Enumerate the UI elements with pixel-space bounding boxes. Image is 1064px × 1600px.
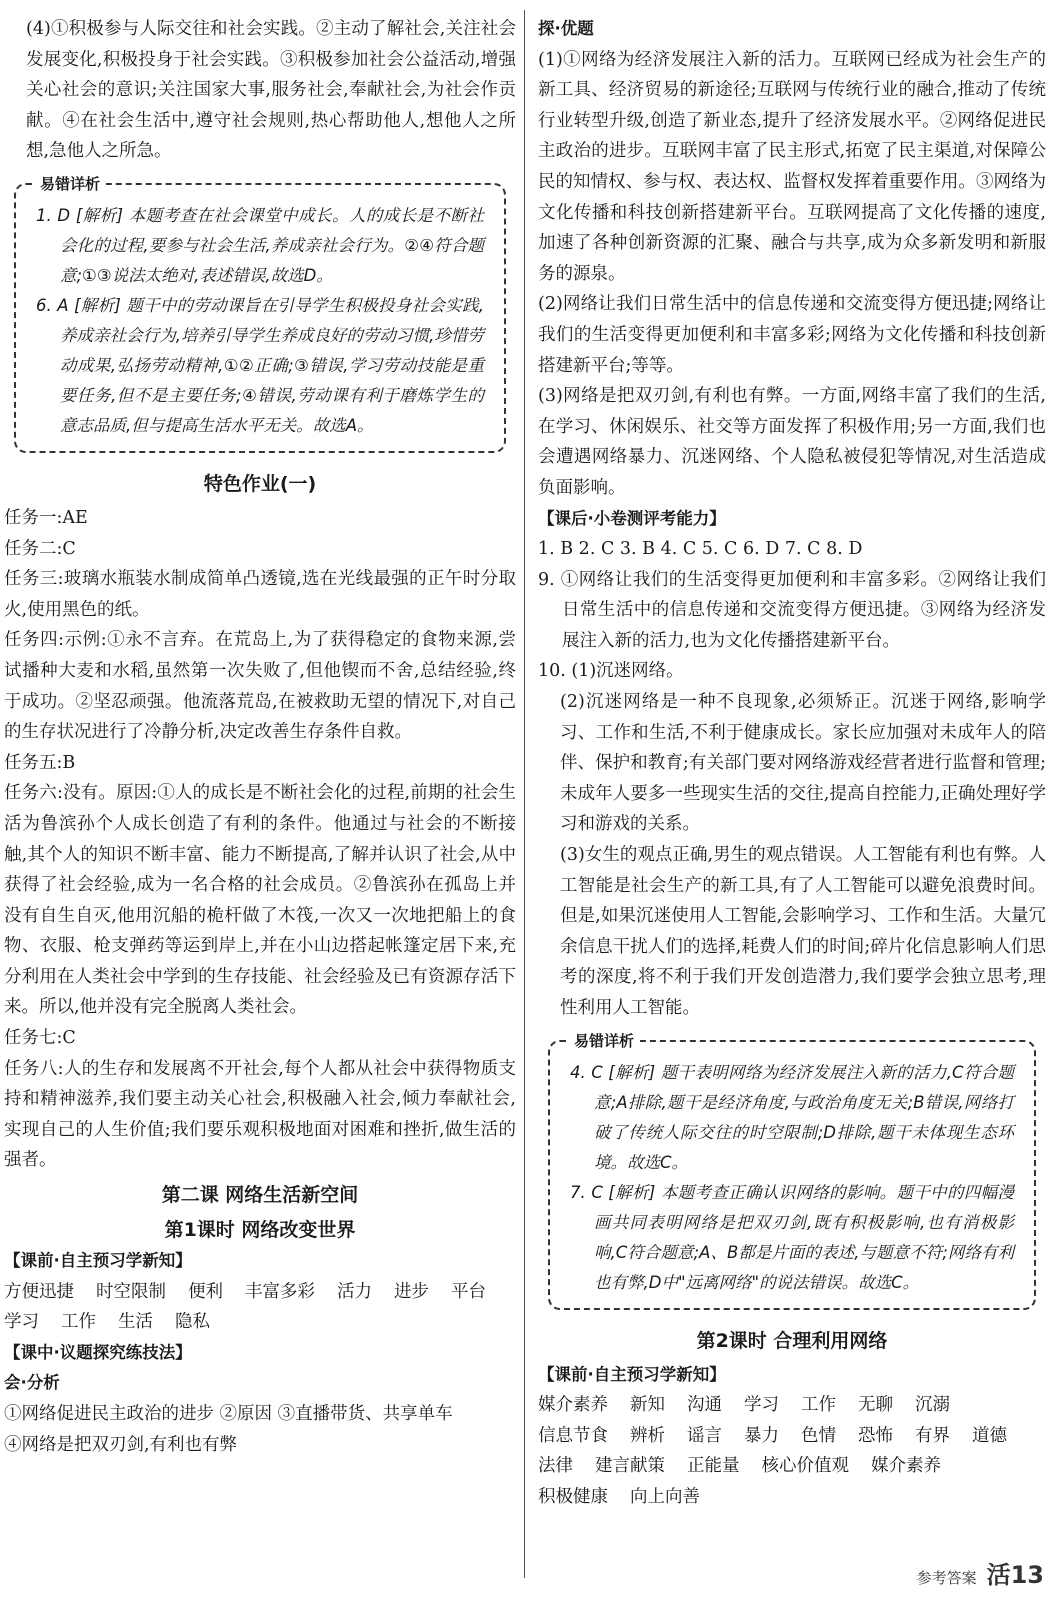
keyword: 谣言: [687, 1425, 722, 1446]
error-analysis-box: [14, 174, 506, 453]
keyword: 媒介素养: [538, 1395, 608, 1416]
keyword: 学习: [4, 1312, 39, 1333]
question-9: 9. ①网络让我们的生活变得更加便利和丰富多彩。②网络让我们日常生活中的信息传递和交流变得方便迅捷。③网络为经济发展注入新的活力,也为文化传播搭建新平台。: [538, 569, 1046, 651]
keyword: 核心价值观: [761, 1456, 849, 1477]
task-item: 任务五:B: [4, 752, 76, 773]
section-heading: 特色作业(一): [203, 472, 317, 495]
sub-label: 探·优题: [538, 19, 594, 38]
column-divider: [524, 10, 525, 1578]
keyword: 正能量: [687, 1456, 740, 1477]
keyword: 生活: [118, 1312, 153, 1333]
keyword: 进步: [394, 1281, 429, 1302]
task-item: 任务七:C: [4, 1028, 76, 1049]
right-column: [538, 14, 1046, 1513]
keyword: 积极健康: [538, 1486, 608, 1507]
left-column: [4, 14, 516, 1460]
answer-paragraph: (1)①网络为经济发展注入新的活力。互联网已经成为社会生产的新工具、经济贸易的新途径;互联网与传统行业的融合,推动了传统行业转型升级,创造了新业态,提升了经济发展水平。②网络促进民主政治的进步。互联网丰富了民主形式,拓宽了民主渠道,对保障公民的知情权、参与权、表达权、监督权发挥着重要作用。③网络为文化传播和科技创新搭建新平台。互联网提高了文化传播的速度,加速了各种创新资源的汇聚、融合与共享,成为众多新发明和新服务的源泉。: [538, 49, 1046, 284]
keyword: 恐怖: [858, 1425, 893, 1446]
task-item: 任务二:C: [4, 538, 76, 559]
keyword: 有界: [915, 1425, 950, 1446]
keyword: 沉溺: [915, 1395, 950, 1416]
task-item: 任务三:玻璃水瓶装水制成简单凸透镜,选在光线最强的正午时分取火,使用黑色的纸。: [4, 569, 516, 620]
task-item: 任务四:示例:①永不言弃。在荒岛上,为了获得稳定的食物来源,尝试播种大麦和水稻,虽然第一次失败了,但他锲而不舍,总结经验,终于成功。②坚忍顽强。他流落荒岛,在被救助无望的情况下,对自己的生存状况进行了冷静分析,决定改善生存条件自救。: [4, 630, 516, 743]
keyword: 新知: [630, 1395, 665, 1416]
keyword: 建言献策: [595, 1456, 665, 1477]
box-item: 7. C [解析] 本题考查正确认识网络的影响。题干中的四幅漫画共同表明网络是把双刃剑,既有积极影响,也有消极影响,C符合题意;A、B都是片面的表述,与题意不符;网络有利也有弊,D中"远离网络"的说法错误。故选C。: [570, 1182, 1014, 1292]
keyword: 平台: [451, 1281, 486, 1302]
keyword: 工作: [61, 1312, 96, 1333]
page-footer: [917, 1555, 1044, 1590]
choice-answers: 1. B 2. C 3. B 4. C 5. C 6. D 7. C 8. D: [538, 539, 863, 560]
keyword: 工作: [801, 1395, 836, 1416]
question-10: 10. (1)沉迷网络。: [538, 661, 684, 682]
footer-label: 参考答案: [916, 1569, 977, 1587]
question-10-part2: (2)沉迷网络是一种不良现象,必须矫正。沉迷于网络,影响学习、工作和生活,不利于健康成长。家长应加强对未成年人的陪伴、保护和教育;有关部门要对网络游戏经营者进行监督和管理;未成年人要多一些现实生活的交往,提高自控能力,正确处理好学习和游戏的关系。: [560, 692, 1046, 835]
keyword: 无聊: [858, 1395, 893, 1416]
box-item: 6. A [解析] 题干中的劳动课旨在引导学生积极投身社会实践,养成亲社会行为,培养引导学生养成良好的劳动习惯,珍惜劳动成果,弘扬劳动精神,①②正确;③错误,学习劳动技能是重要任务,但不是主要任务;④错误,劳动课有利于磨炼学生的意志品质,但与提高生活水平无关。故选A。: [36, 295, 484, 435]
keyword: 丰富多彩: [245, 1281, 315, 1302]
keyword: 媒介素养: [871, 1456, 941, 1477]
question-10-part3: (3)女生的观点正确,男生的观点错误。人工智能有利也有弊。人工智能是社会生产的新工具,有了人工智能可以避免浪费时间。但是,如果沉迷使用人工智能,会影响学习、工作和生活。大量冗余信息干扰人们的选择,耗费人们的时间;碎片化信息影响人们思考的深度,将不利于我们开发创造潜力,我们要学会独立思考,理性利用人工智能。: [560, 845, 1046, 1018]
period-heading: 第1课时 网络改变世界: [164, 1219, 356, 1242]
keyword: 法律: [538, 1456, 573, 1477]
keyword: 便利: [188, 1281, 223, 1302]
page-number: 活13: [986, 1561, 1044, 1589]
keyword-list: [4, 1277, 516, 1338]
answer-paragraph: (3)网络是把双刃剑,有利也有弊。一方面,网络丰富了我们的生活,在学习、休闲娱乐、社交等方面发挥了积极作用;另一方面,我们也会遭遇网络暴力、沉迷网络、个人隐私被侵犯等情况,对生活造成负面影响。: [538, 386, 1046, 498]
box-title: 易错详析: [34, 173, 106, 195]
keyword: 时空限制: [96, 1281, 166, 1302]
section-label: 【课前·自主预习学新知】: [538, 1364, 726, 1384]
keyword: 暴力: [744, 1425, 779, 1446]
keyword: 方便迅捷: [4, 1281, 74, 1302]
sub-label: 会·分析: [4, 1373, 60, 1393]
keyword: 隐私: [175, 1312, 210, 1333]
box-title: 易错详析: [568, 1030, 640, 1052]
lesson-heading: 第二课 网络生活新空间: [161, 1184, 359, 1207]
error-analysis-box: [548, 1031, 1036, 1310]
keyword: 沟通: [687, 1395, 722, 1416]
task-item: 任务六:没有。原因:①人的成长是不断社会化的过程,前期的社会生活为鲁滨孙个人成长创造了有利的条件。他通过与社会的不断接触,其个人的知识不断丰富、能力不断提高,了解并认识了社会,从中获得了社会经验,成为一名合格的社会成员。②鲁滨孙在孤岛上并没有自生自灭,他用沉船的桅杆做了木筏,一次又一次地把船上的食物、衣服、枪支弹药等运到岸上,并在小山边搭起帐篷定居下来,充分利用在人类社会中学到的生存技能、社会经验及已有资源存活下来。所以,他并没有完全脱离人类社会。: [4, 783, 516, 1018]
task-item: 任务一:AE: [4, 507, 88, 528]
section-label: 【课后·小卷测评考能力】: [538, 508, 726, 528]
keyword: 辨析: [630, 1425, 665, 1446]
keyword-list: [538, 1390, 1046, 1512]
keyword: 活力: [337, 1281, 372, 1302]
section-label: 【课前·自主预习学新知】: [4, 1251, 192, 1271]
keyword: 色情: [801, 1425, 836, 1446]
analysis-line: ①网络促进民主政治的进步 ②原因 ③直播带货、共享单车: [4, 1404, 453, 1424]
answer-paragraph: (2)网络让我们日常生活中的信息传递和交流变得方便迅捷;网络让我们的生活变得更加便利和丰富多彩;网络为文化传播和科技创新搭建新平台;等等。: [538, 294, 1046, 376]
intro-paragraph: (4)①积极参与人际交往和社会实践。②主动了解社会,关注社会发展变化,积极投身于社会实践。③积极参加社会公益活动,增强关心社会的意识;关注国家大事,服务社会,奉献社会,为社会作贡献。④在社会生活中,遵守社会规则,热心帮助他人,想他人之所想,急他人之所急。: [26, 19, 516, 162]
period-heading: 第2课时 合理利用网络: [696, 1329, 888, 1352]
task-item: 任务八:人的生存和发展离不开社会,每个人都从社会中获得物质支持和精神滋养,我们要主动关心社会,积极融入社会,倾力奉献社会,实现自己的人生价值;我们要乐观积极地面对困难和挫折,做生活的强者。: [4, 1058, 516, 1171]
box-item: 1. D [解析] 本题考查在社会课堂中成长。人的成长是不断社会化的过程,要参与社会生活,养成亲社会行为。②④符合题意;①③说法太绝对,表述错误,故选D。: [36, 205, 484, 285]
keyword: 道德: [972, 1425, 1007, 1446]
keyword: 学习: [744, 1395, 779, 1416]
section-label: 【课中·议题探究练技法】: [4, 1342, 192, 1362]
box-item: 4. C [解析] 题干表明网络为经济发展注入新的活力,C符合题意;A排除,题干是经济角度,与政治角度无关;B错误,网络打破了传统人际交往的时空限制;D排除,题干未体现生态环境。故选C。: [570, 1062, 1014, 1172]
keyword: 信息节食: [538, 1425, 608, 1446]
keyword: 向上向善: [630, 1486, 700, 1507]
analysis-line: ④网络是把双刃剑,有利也有弊: [4, 1434, 238, 1455]
